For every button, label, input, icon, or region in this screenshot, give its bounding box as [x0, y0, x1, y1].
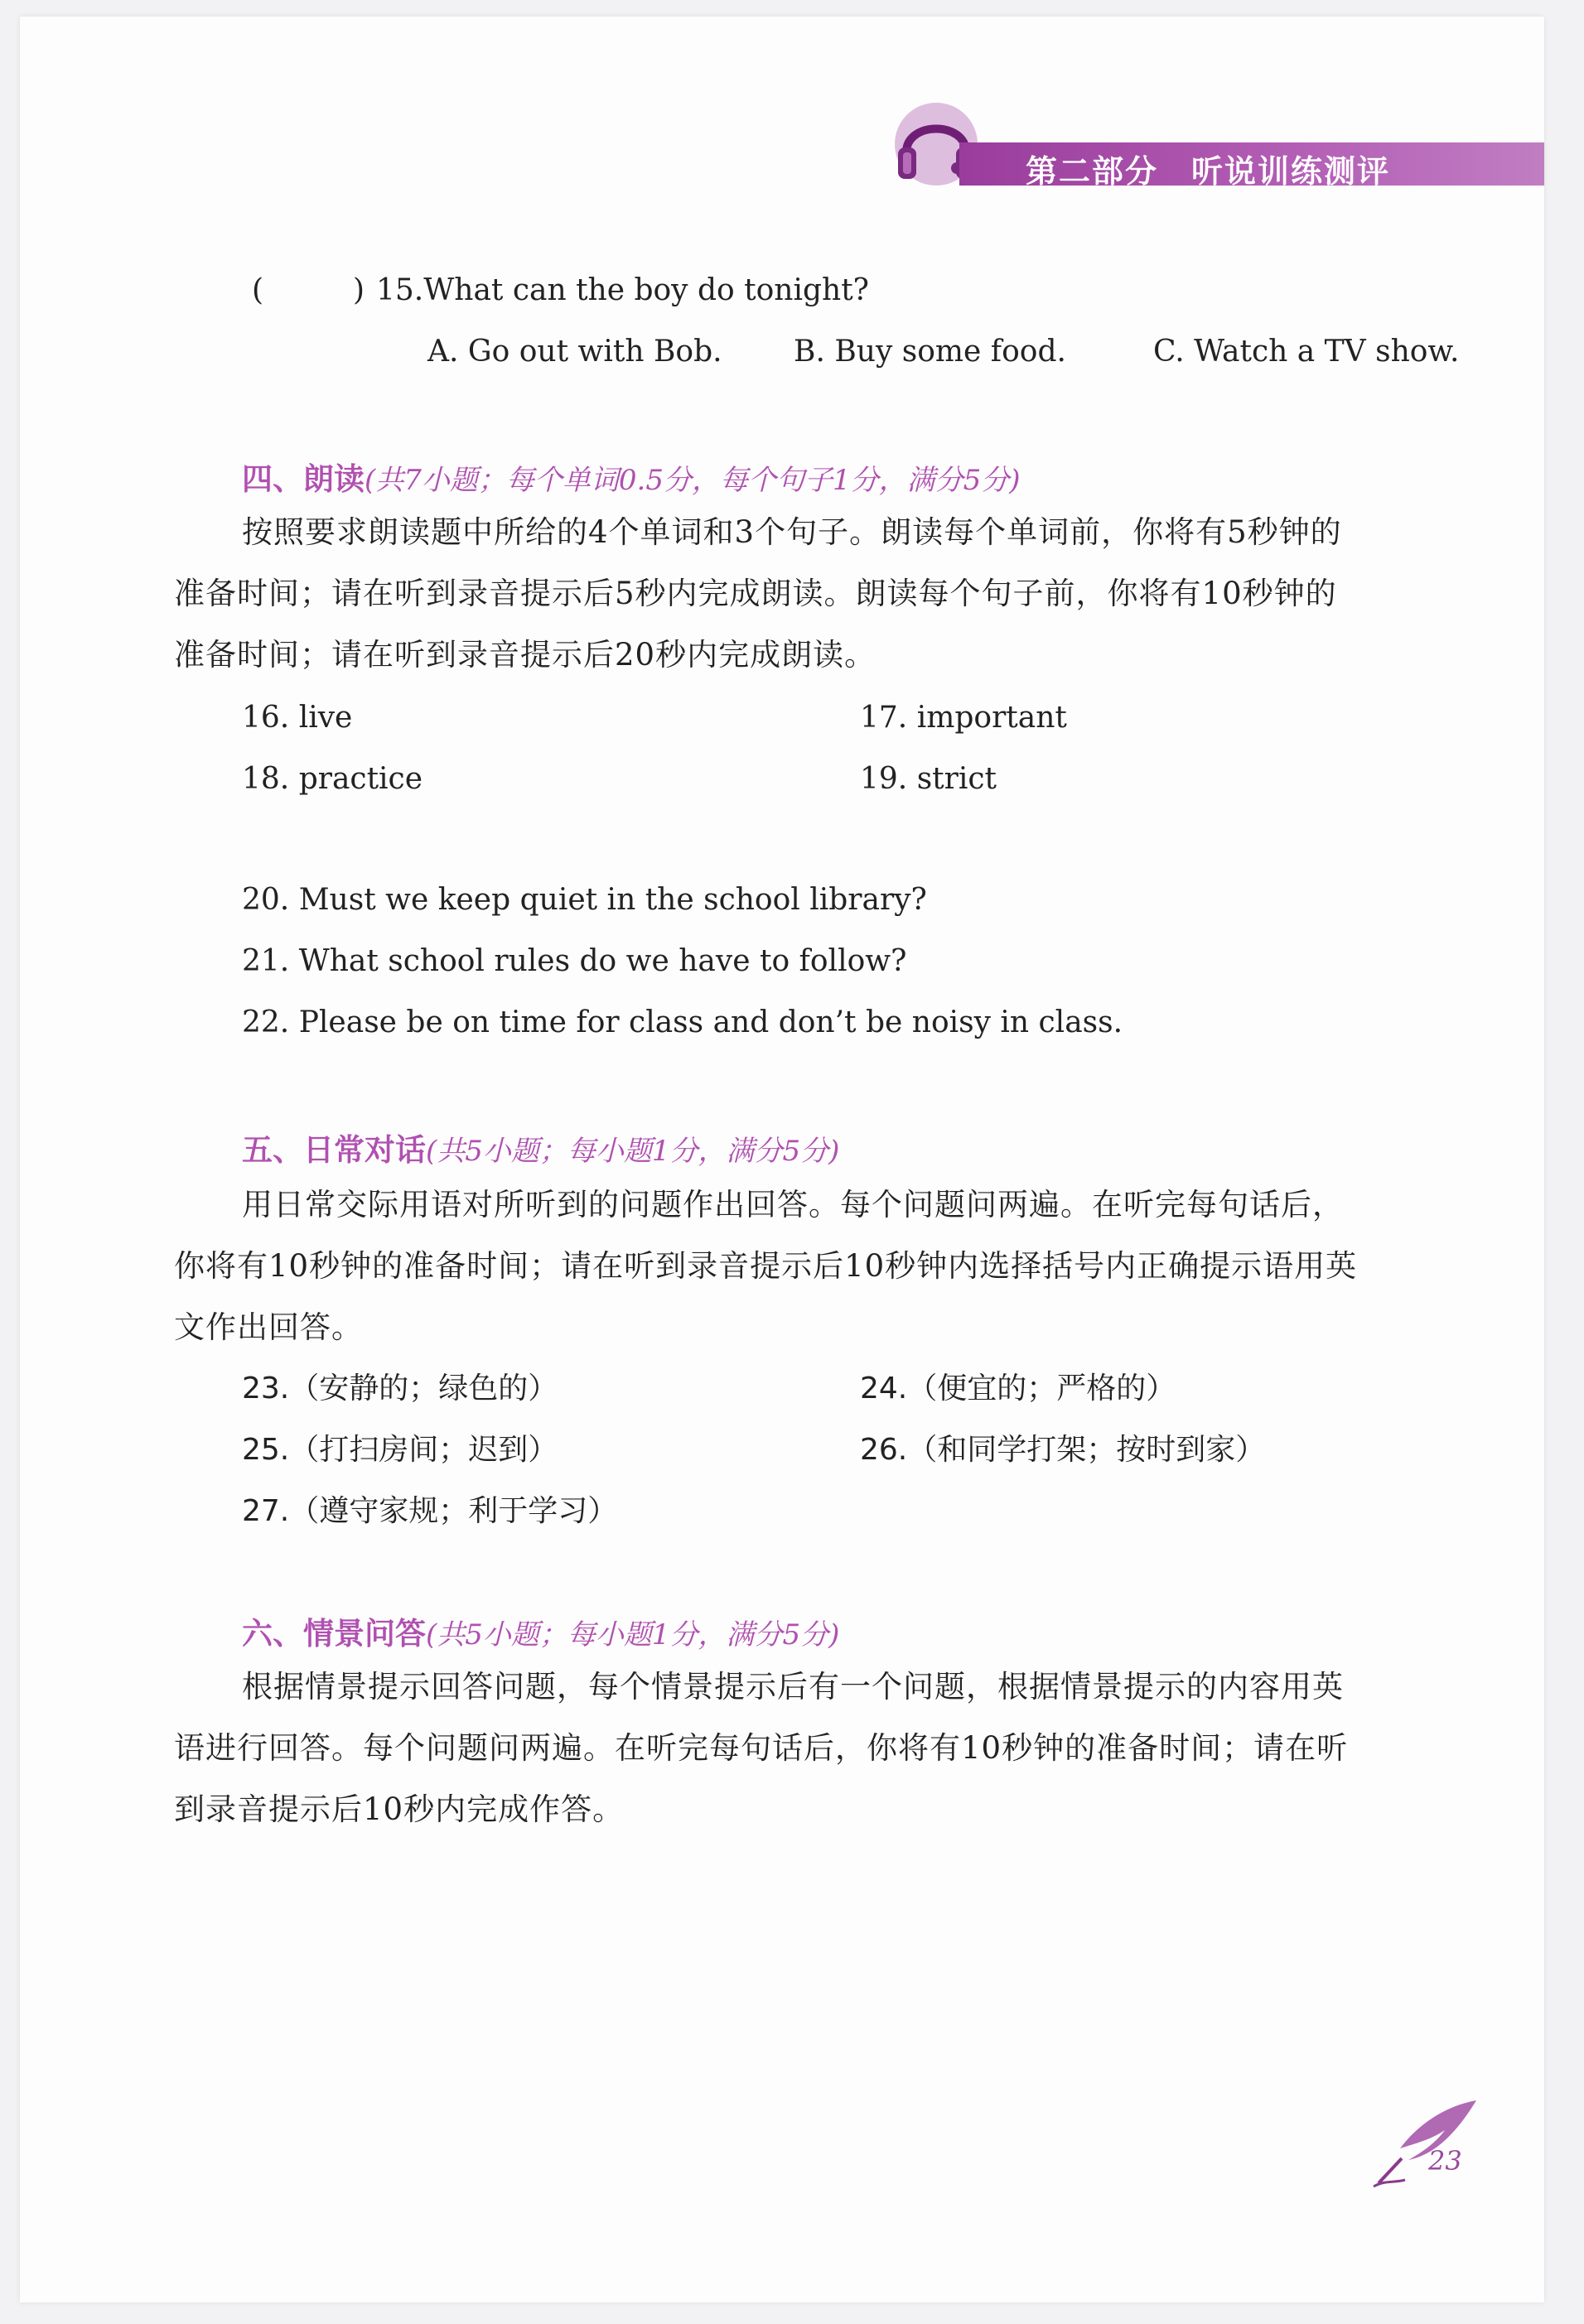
- section5-line-1: 用日常交际用语对所听到的问题作出回答。每个问题问两遍。在听完每句话后，: [242, 1187, 1344, 1222]
- section6-label: 六、情景问答: [242, 1616, 426, 1651]
- section5-instructions: [174, 1174, 1425, 1358]
- word-18: 18. practice: [242, 762, 423, 796]
- section6-line-3: 到录音提示后10秒内完成作答。: [174, 1791, 625, 1827]
- section4-line-3: 准备时间；请在听到录音提示后20秒内完成朗读。: [174, 637, 877, 673]
- quill-icon: [1369, 2094, 1485, 2193]
- q15-option-a: A. Go out with Bob.: [427, 335, 722, 369]
- section6-instructions: [174, 1656, 1425, 1840]
- dialogue-26: 26.（和同学打架；按时到家）: [860, 1433, 1266, 1467]
- word-17: 17. important: [860, 701, 1067, 735]
- section4-instructions: [174, 502, 1425, 686]
- section6-heading: [242, 1608, 839, 1653]
- section-title: 第二部分 听说训练测评: [1026, 153, 1391, 190]
- dialogue-27: 27.（遵守家规；利于学习）: [242, 1494, 618, 1528]
- sentence-20: 20. Must we keep quiet in the school library?: [242, 883, 927, 917]
- dialogue-23: 23.（安静的；绿色的）: [242, 1372, 558, 1405]
- sentence-22: 22. Please be on time for class and don’t be noisy in class.: [242, 1005, 1123, 1039]
- section4-line-1: 按照要求朗读题中所给的4个单词和3个句子。朗读每个单词前，你将有5秒钟的: [242, 514, 1342, 550]
- section5-label: 五、日常对话: [242, 1132, 426, 1168]
- section6-note: (共5小题；每小题1分，满分5分): [426, 1618, 840, 1651]
- section5-heading: [242, 1125, 839, 1169]
- section5-line-2: 你将有10秒钟的准备时间；请在听到录音提示后10秒钟内选择括号内正确提示语用英: [174, 1248, 1358, 1284]
- dialogue-25: 25.（打扫房间；迟到）: [242, 1433, 558, 1467]
- section5-note: (共5小题；每小题1分，满分5分): [426, 1135, 840, 1168]
- sentence-21: 21. What school rules do we have to follow?: [242, 944, 907, 978]
- word-19: 19. strict: [860, 762, 997, 796]
- section5-line-3: 文作出回答。: [174, 1309, 363, 1345]
- q15-question: 15.What can the boy do tonight?: [376, 273, 869, 307]
- word-16: 16. live: [242, 701, 353, 735]
- section6-line-2: 语进行回答。每个问题问两遍。在听完每句话后，你将有10秒钟的准备时间；请在听: [174, 1730, 1349, 1766]
- section4-heading: [242, 454, 1021, 499]
- q15-paren-open: (: [252, 273, 264, 307]
- section6-line-1: 根据情景提示回答问题，每个情景提示后有一个问题，根据情景提示的内容用英: [242, 1669, 1344, 1704]
- q15-option-c: C. Watch a TV show.: [1153, 335, 1460, 369]
- section4-line-2: 准备时间；请在听到录音提示后5秒内完成朗读。朗读每个句子前，你将有10秒钟的: [174, 576, 1337, 611]
- section4-label: 四、朗读: [242, 461, 365, 497]
- page-number: 23: [1428, 2145, 1462, 2177]
- q15-paren-close: ): [353, 273, 365, 307]
- section4-note: (共7小题；每个单词0.5分，每个句子1分，满分5分): [365, 464, 1021, 497]
- dialogue-24: 24.（便宜的；严格的）: [860, 1372, 1176, 1405]
- q15-option-b: B. Buy some food.: [794, 335, 1066, 369]
